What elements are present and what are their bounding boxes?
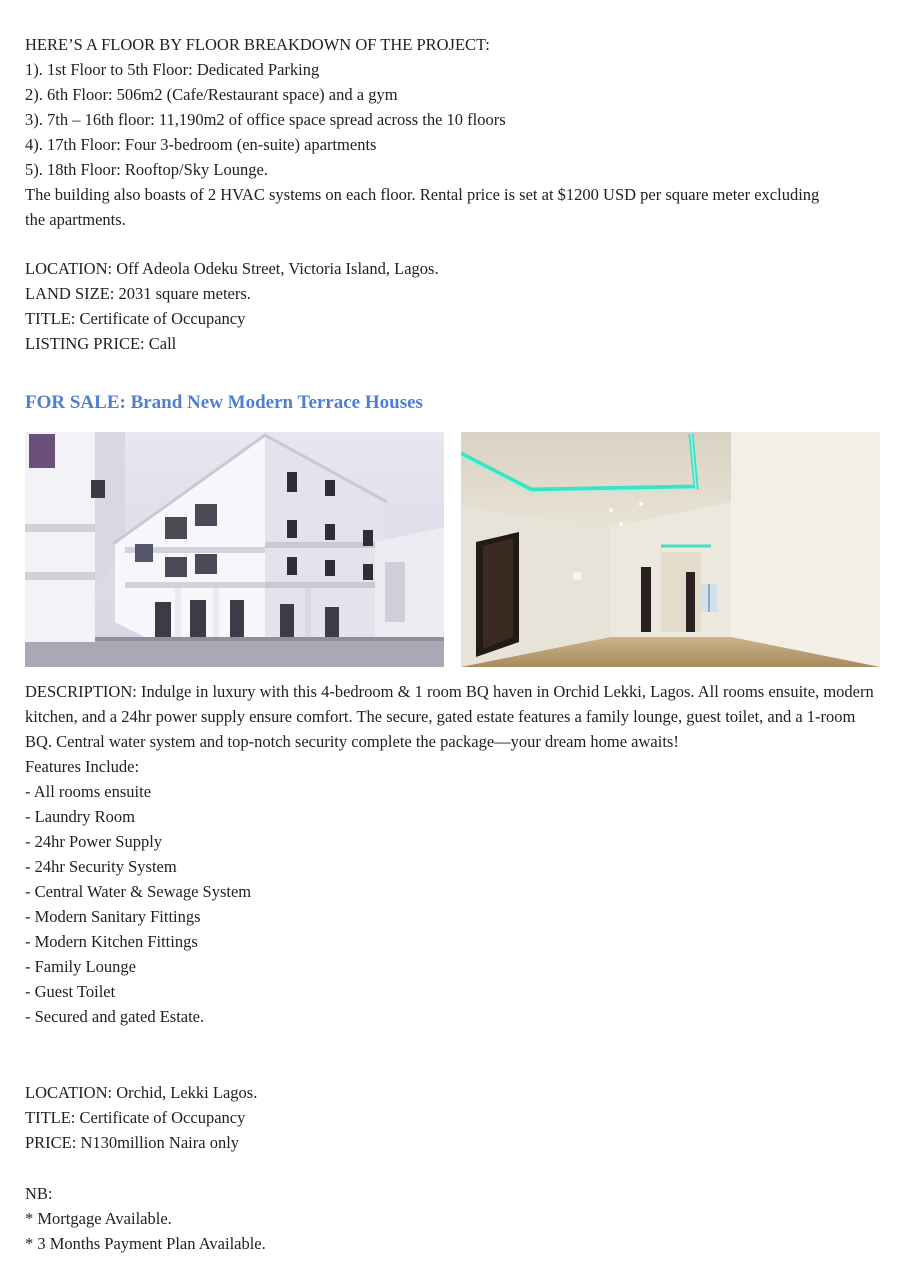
project-listing-price: LISTING PRICE: Call bbox=[25, 334, 177, 353]
floor-item: 4). 17th Floor: Four 3-bedroom (en-suite) apartments bbox=[25, 135, 377, 154]
project-land-size: LAND SIZE: 2031 square meters. bbox=[25, 284, 251, 303]
feature-item: - 24hr Security System bbox=[25, 857, 177, 876]
project-note: The building also boasts of 2 HVAC systems on each floor. Rental price is set at $1200 USD per square meter excluding the apartments. bbox=[25, 185, 820, 229]
listing-heading: FOR SALE: Brand New Modern Terrace Houses bbox=[25, 392, 423, 413]
listing-price: PRICE: N130million Naira only bbox=[25, 1133, 240, 1152]
feature-item: - Modern Sanitary Fittings bbox=[25, 907, 201, 926]
feature-item: - All rooms ensuite bbox=[25, 782, 152, 801]
listing-details bbox=[25, 1080, 885, 1155]
feature-item: - Secured and gated Estate. bbox=[25, 1007, 205, 1026]
feature-item: - Family Lounge bbox=[25, 957, 136, 976]
feature-item: - 24hr Power Supply bbox=[25, 832, 163, 851]
nb-item: * Mortgage Available. bbox=[25, 1209, 172, 1228]
feature-item: - Modern Kitchen Fittings bbox=[25, 932, 198, 951]
project-title: TITLE: Certificate of Occupancy bbox=[25, 309, 246, 328]
terrace-houses-illustration bbox=[25, 432, 444, 667]
nb-section bbox=[25, 1181, 885, 1256]
feature-item: - Laundry Room bbox=[25, 807, 135, 826]
hallway-illustration bbox=[461, 432, 880, 667]
project-details bbox=[25, 256, 885, 356]
features-label: Features Include: bbox=[25, 757, 140, 776]
floor-item: 2). 6th Floor: 506m2 (Cafe/Restaurant space) and a gym bbox=[25, 85, 398, 104]
project-breakdown bbox=[25, 32, 885, 232]
interior-photo bbox=[461, 432, 880, 667]
floor-item: 1). 1st Floor to 5th Floor: Dedicated Parking bbox=[25, 60, 320, 79]
exterior-photo bbox=[25, 432, 444, 667]
nb-item: * 3 Months Payment Plan Available. bbox=[25, 1234, 266, 1253]
listing-location: LOCATION: Orchid, Lekki Lagos. bbox=[25, 1083, 258, 1102]
description-text: DESCRIPTION: Indulge in luxury with this 4-bedroom & 1 room BQ haven in Orchid Lekki, Lagos. All rooms ensuite, modern kitchen, and a 24hr power supply ensure comfort. The secure, gated estate features a family lounge, guest toilet, and a 1-room BQ. Central water system and top-notch security complete the package—your dream home awaits! bbox=[25, 682, 874, 751]
feature-item: - Guest Toilet bbox=[25, 982, 116, 1001]
project-location: LOCATION: Off Adeola Odeku Street, Victoria Island, Lagos. bbox=[25, 259, 439, 278]
floor-item: 3). 7th – 16th floor: 11,190m2 of office space spread across the 10 floors bbox=[25, 110, 506, 129]
nb-label: NB: bbox=[25, 1184, 53, 1203]
floor-item: 5). 18th Floor: Rooftop/Sky Lounge. bbox=[25, 160, 268, 179]
feature-item: - Central Water & Sewage System bbox=[25, 882, 252, 901]
project-heading: HERE’S A FLOOR BY FLOOR BREAKDOWN OF THE PROJECT: bbox=[25, 35, 490, 54]
listing-description bbox=[25, 679, 885, 1029]
listing-title: TITLE: Certificate of Occupancy bbox=[25, 1108, 246, 1127]
